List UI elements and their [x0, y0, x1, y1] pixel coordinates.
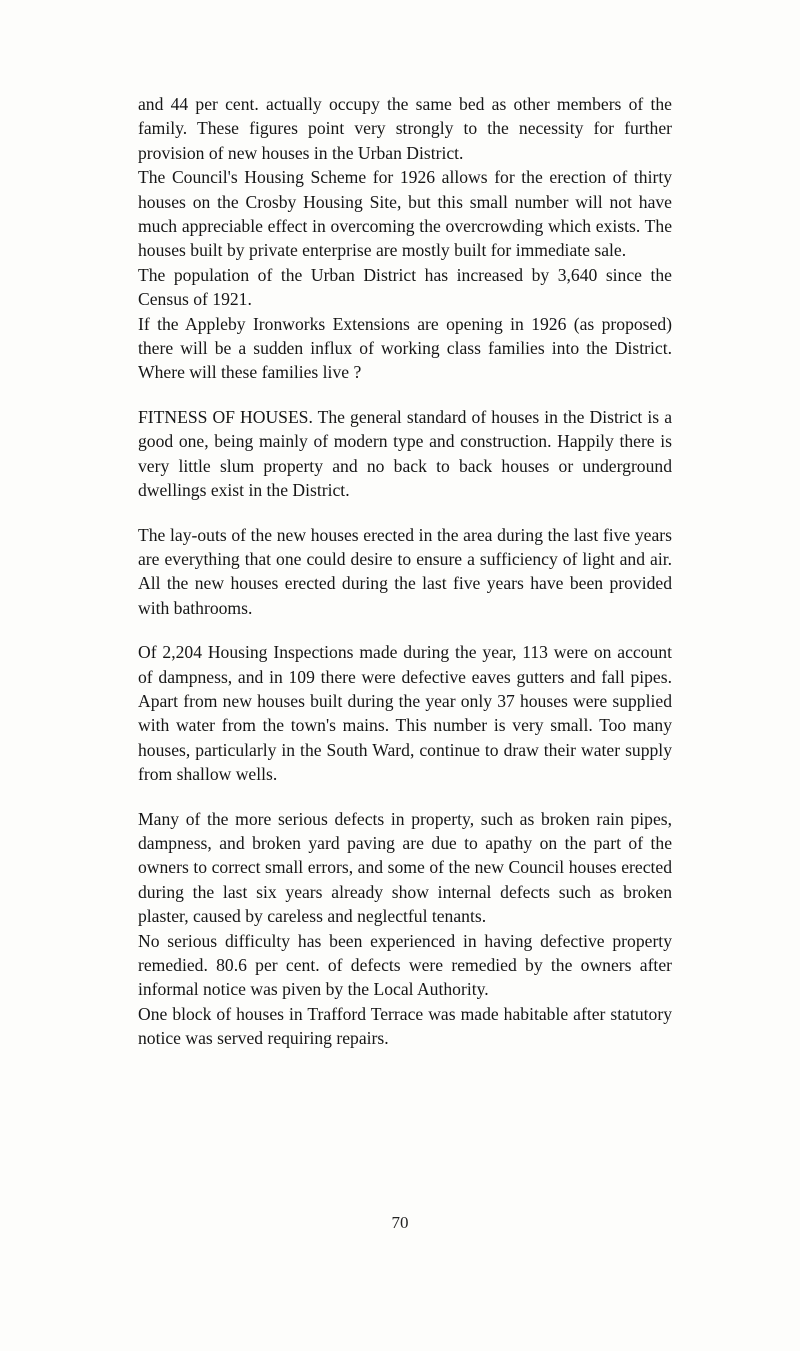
paragraph-housing-inspections: Of 2,204 Housing Inspections made during the year, 113 were on account of dampness, and in 109 there were defective eaves gutters and fall pipes. Apart from new houses built during the year only 37 houses were supplied with water from the town's mains. This number is very small. Too many houses, particularly in the South Ward, continue to draw their water supply from shallow wells.: [138, 642, 672, 785]
paragraph-trafford-terrace: One block of houses in Trafford Terrace was made habitable after statutory notice was served requiring repairs.: [138, 1003, 672, 1049]
section-gap: [138, 385, 672, 405]
paragraph-serious-defects: Many of the more serious defects in property, such as broken rain pipes, dampness, and broken yard paving are due to apathy on the part of the owners to correct small errors, and some of the new Council houses erected during the last six years already show internal defects such as broken plaster, caused by careless and neglectful tenants.: [138, 808, 672, 927]
paragraph-gap: [138, 620, 672, 640]
page-number: 70: [391, 1213, 409, 1232]
paragraph-gap: [138, 503, 672, 523]
paragraph-defects-remedied: No serious difficulty has been experienced in having defective property remedied. 80.6 per cent. of defects were remedied by the owners after informal notice was piven by the Local Authority.: [138, 930, 672, 1000]
body-text: [138, 92, 672, 1051]
paragraph-housing-scheme: The Council's Housing Scheme for 1926 allows for the erection of thirty houses on the Crosby Housing Site, but this small number will not have much appreciable effect in overcoming the overcrowding which exists. The houses built by private enterprise are mostly built for immediate sale.: [138, 167, 672, 261]
paragraph-ironworks-extensions: If the Appleby Ironworks Extensions are opening in 1926 (as proposed) there will be a sudden influx of working class families into the District. Where will these families live ?: [138, 313, 672, 383]
paragraph-layouts: The lay-outs of the new houses erected in the area during the last five years are everything that one could desire to ensure a sufficiency of light and air. All the new houses erected during the last five years have been provided with bathrooms.: [138, 524, 672, 618]
paragraph-overcrowding-statistics: and 44 per cent. actually occupy the same bed as other members of the family. These figures point very strongly to the necessity for further provision of new houses in the Urban District.: [138, 94, 672, 163]
paragraph-gap: [138, 787, 672, 807]
paragraph-fitness-of-houses: FITNESS OF HOUSES. The general standard of houses in the District is a good one, being mainly of modern type and construction. Happily there is very little slum property and no back to back houses or underground dwellings exist in the District.: [138, 406, 672, 501]
paragraph-population-increase: The population of the Urban District has increased by 3,640 since the Census of 1921.: [138, 264, 672, 310]
